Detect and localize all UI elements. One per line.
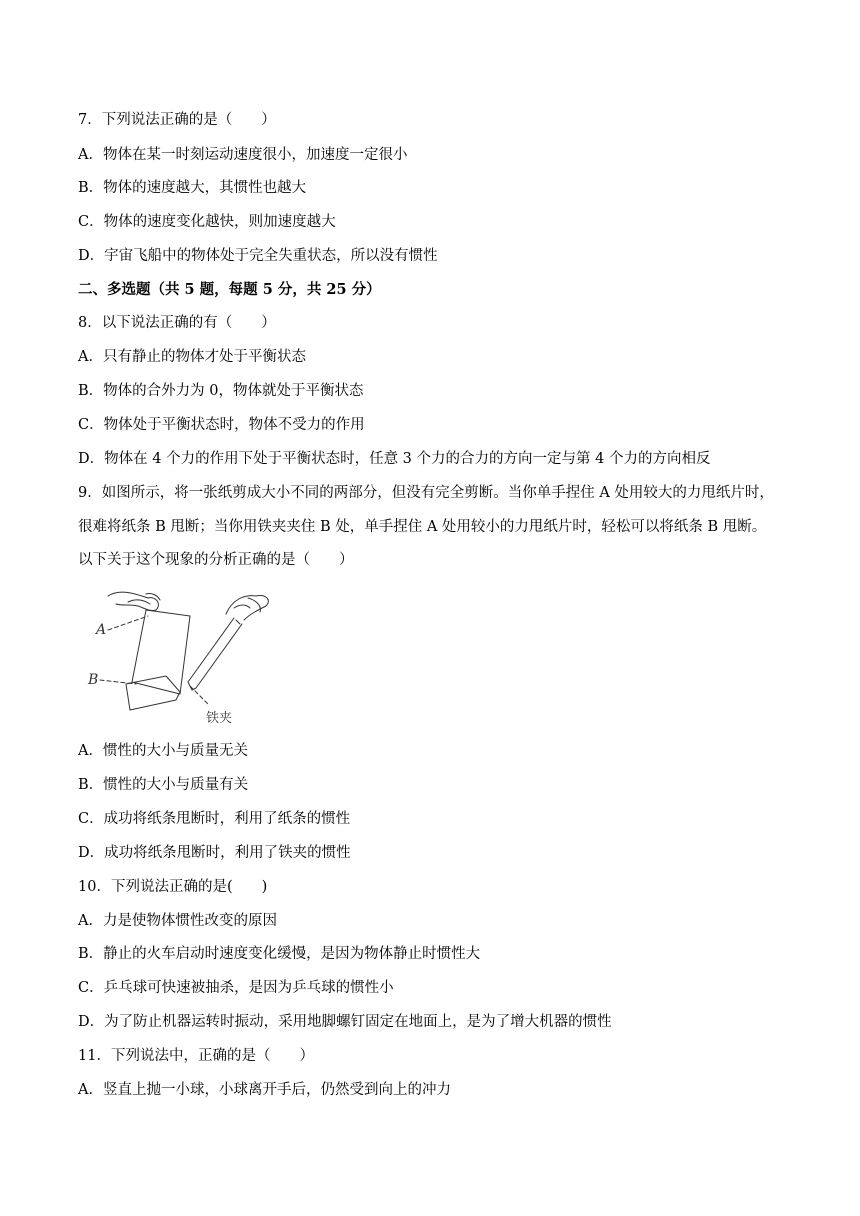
right-hand-sketch (226, 596, 268, 620)
question-9-figure (86, 584, 282, 730)
paper-and-clip-illustration (86, 584, 282, 730)
question-10-option-a: A．力是使物体惯性改变的原因 (78, 913, 277, 929)
question-10-stem: 10．下列说法正确的是( ) (78, 879, 268, 895)
question-10-option-b: B．静止的火车启动时速度变化缓慢，是因为物体静止时惯性大 (78, 946, 481, 962)
question-10-option-d: D．为了防止机器运转时振动，采用地脚螺钉固定在地面上，是为了增大机器的惯性 (78, 1014, 612, 1030)
question-9-option-b: B．惯性的大小与质量有关 (78, 777, 249, 793)
question-9-option-d: D．成功将纸条甩断时，利用了铁夹的惯性 (78, 845, 351, 861)
question-11-stem: 11．下列说法中，正确的是（ ） (78, 1048, 314, 1064)
question-8-option-a: A．只有静止的物体才处于平衡状态 (78, 349, 306, 365)
question-8-option-b: B．物体的合外力为 0，物体就处于平衡状态 (78, 383, 364, 399)
question-11-option-a: A．竖直上抛一小球，小球离开手后，仍然受到向上的冲力 (78, 1082, 451, 1098)
question-9-stem-line-2: 很难将纸条 B 甩断；当你用铁夹夹住 B 处，单手捏住 A 处用较小的力甩纸片时，轻松可以将纸条 B 甩断。 (78, 519, 767, 535)
question-7-option-b: B．物体的速度越大，其惯性也越大 (78, 180, 307, 196)
section-2-title: 二、多选题（共 5 题，每题 5 分，共 25 分） (78, 281, 381, 298)
iron-clip-sketch (188, 618, 242, 690)
label-a-leader (108, 616, 148, 630)
question-9-stem-line-3: 以下关于这个现象的分析正确的是（ ） (78, 552, 354, 568)
question-10-option-c: C．乒乓球可快速被抽杀，是因为乒乓球的惯性小 (78, 980, 394, 996)
figure-label-clip: 铁夹 (206, 711, 233, 726)
figure-label-a: A (96, 622, 107, 638)
left-hand-sketch (108, 592, 158, 610)
paper-lower-piece (126, 676, 180, 710)
question-9-stem-line-1: 9．如图所示，将一张纸剪成大小不同的两部分，但没有完全剪断。当你单手捏住 A 处用较大的力甩纸片时， (78, 485, 774, 501)
question-7-option-c: C．物体的速度变化越快，则加速度越大 (78, 214, 336, 230)
label-b-leader (100, 680, 136, 684)
question-8-option-c: C．物体处于平衡状态时，物体不受力的作用 (78, 417, 365, 433)
question-9-option-a: A．惯性的大小与质量无关 (78, 743, 248, 759)
question-7-option-d: D．宇宙飞船中的物体处于完全失重状态，所以没有惯性 (78, 248, 438, 264)
question-8-option-d: D．物体在 4 个力的作用下处于平衡状态时，任意 3 个力的合力的方向一定与第 4 个力的方向相反 (78, 451, 711, 467)
question-8-stem: 8．以下说法正确的有（ ） (78, 315, 276, 331)
question-7-option-a: A．物体在某一时刻运动速度很小，加速度一定很小 (78, 147, 408, 163)
figure-label-b: B (88, 672, 99, 688)
label-clip-leader (190, 686, 208, 704)
question-7-stem: 7．下列说法正确的是（ ） (78, 112, 276, 128)
question-9-option-c: C．成功将纸条甩断时，利用了纸条的惯性 (78, 811, 351, 827)
